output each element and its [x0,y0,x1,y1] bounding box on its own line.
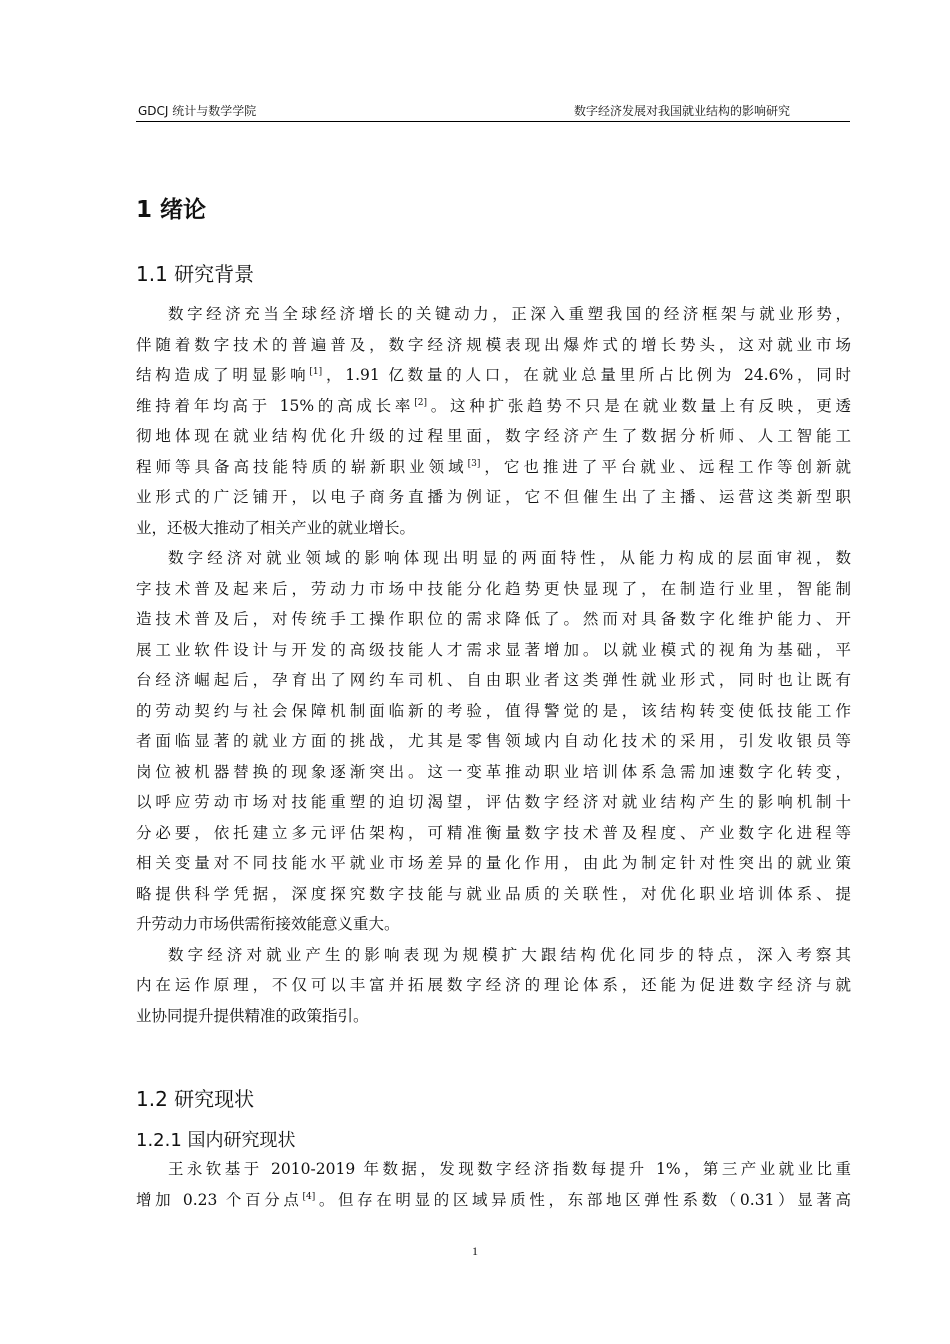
text-line: 造技术普及后，对传统手工操作职位的需求降低了。然而对具备数字化维护能力、开 [136,610,851,628]
text-line: 字技术普及起来后，劳动力市场中技能分化趋势更快显现了，在制造行业里，智能制 [136,579,851,598]
header-thesis-title: 数字经济发展对我国就业结构的影响研究 [573,104,790,118]
section-1-2-1-body [136,1154,851,1215]
text-line: 相关变量对不同技能水平就业市场差异的量化作用，由此为制定针对性突出的就业策 [136,854,851,872]
text-line: 台经济崛起后，孕育出了网约车司机、自由职业者这类弹性就业形式，同时也让既有 [136,671,851,689]
text-line: 伴随着数字技术的普遍普及，数字经济规模表现出爆炸式的增长势头，这对就业市场 [136,335,851,354]
page-number: 1 [472,1244,478,1258]
text-line [136,452,851,483]
text-line: 业形式的广泛铺开，以电子商务直播为例证，它不但催生出了主播、运营这类新型职 [136,488,851,506]
text-line [136,391,851,422]
text-segment: 结构造成了明显影响 [136,366,310,384]
text-line: 分必要，依托建立多元评估架构，可精准衡量数字技术普及程度、产业数字化进程等 [136,823,851,842]
section-heading-1-1: 1.1 研究背景 [136,262,255,286]
text-line: 彻地体现在就业结构优化升级的过程里面，数字经济产生了数据分析师、人工智能工 [136,427,851,445]
citation-marker: [4] [302,1191,316,1202]
text-line: 王永钦基于 2010-2019 年数据，发现数字经济指数每提升 1%，第三产业就业比重 [168,1160,851,1178]
text-line: 内在运作原理，不仅可以丰富并拓展数字经济的理论体系，还能为促进数字经济与就 [136,976,851,994]
text-line: 展工业软件设计与开发的高级技能人才需求显著增加。以就业模式的视角为基础，平 [136,640,851,659]
text-line: 业，还极大推动了相关产业的就业增长。 [136,518,416,537]
chapter-title: 1 绪论 [136,197,207,223]
header-school: GDCJ 统计与数学学院 [138,104,257,118]
running-header [136,101,850,122]
citation-marker: [2] [414,397,427,408]
text-segment: 。但存在明显的区域异质性，东部地区弹性系数（0.31）显著高 [315,1190,851,1209]
text-line: 以呼应劳动市场对技能重塑的迫切渴望，评估数字经济对就业结构产生的影响机制十 [136,793,851,811]
section-heading-1-2: 1.2 研究现状 [136,1087,255,1111]
text-line: 者面临显著的就业方面的挑战，尤其是零售领域内自动化技术的采用，引发收银员等 [136,732,851,750]
section-heading-1-2-1: 1.2.1 国内研究现状 [136,1130,296,1151]
text-line: 岗位被机器替换的现象逐渐突出。这一变革推动职业培训体系急需加速数字化转变， [136,762,851,781]
text-line: 数字经济对就业产生的影响表现为规模扩大跟结构优化同步的特点，深入考察其 [168,945,851,964]
text-segment: ，它也推进了平台就业、远程工作等创新就 [480,457,851,476]
text-line: 数字经济充当全球经济增长的关键动力，正深入重塑我国的经济框架与就业形势， [168,305,851,323]
text-line: 升劳动力市场供需衔接效能意义重大。 [136,915,400,933]
text-line: 略提供科学凭据，深度探究数字技能与就业品质的关联性，对优化职业培训体系、提 [136,884,851,903]
text-segment: ，1.91 亿数量的人口，在就业总量里所占比例为 24.6%，同时 [322,366,851,384]
text-segment: 程师等具备高技能特质的崭新职业领域 [136,457,468,476]
section-1-1-body [136,299,851,1031]
text-line: 的劳动契约与社会保障机制面临新的考验，值得警觉的是，该结构转变使低技能工作 [136,701,851,720]
text-segment: 维持着年均高于 15%的高成长率 [136,396,415,415]
text-line [136,360,851,391]
text-line: 业协同提升提供精准的政策指引。 [136,1006,369,1025]
citation-marker: [1] [309,366,323,377]
citation-marker: [3] [467,458,481,469]
text-segment: 增加 0.23 个百分点 [136,1190,303,1209]
text-segment: 。这种扩张趋势不只是在就业数量上有反映，更透 [426,396,851,415]
text-line: 数字经济对就业领域的影响体现出明显的两面特性，从能力构成的层面审视，数 [168,549,851,567]
text-line [136,1185,851,1216]
